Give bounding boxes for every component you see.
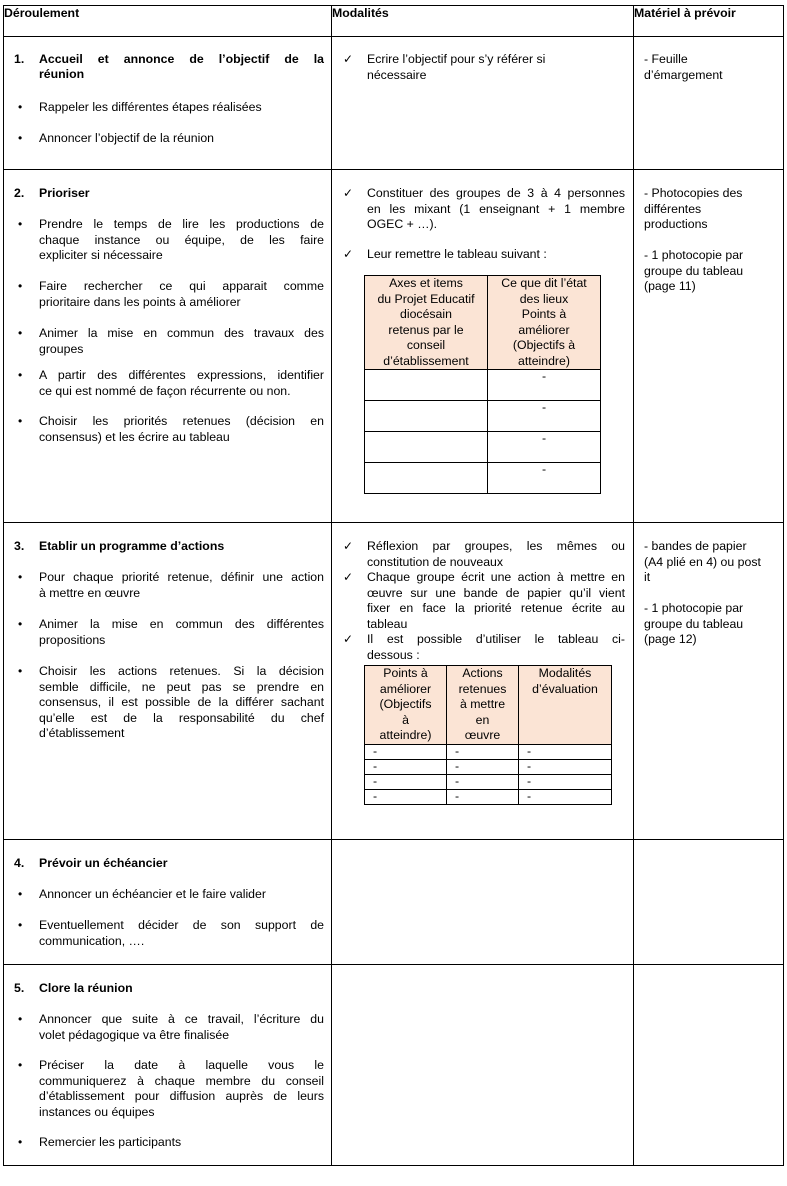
list-item: Ecrire l’objectif pour s’y référer si nécessaire (367, 52, 546, 82)
table-cell: - (447, 759, 519, 774)
table-cell: - (519, 744, 612, 759)
step-number: 2. (14, 186, 25, 200)
actions-header-modalites: Modalités d’évaluation (519, 666, 612, 745)
bullet-icon: • (18, 131, 23, 145)
table-row (365, 789, 612, 804)
materiel-text: - bandes de papier (A4 plié en 4) ou post it - 1 photocopie par groupe du tableau (page 12) (644, 539, 761, 646)
list-item: Rappeler les différentes étapes réalisées (39, 100, 262, 114)
list-item: Pour chaque priorité retenue, définir une action à mettre en œuvre (39, 570, 324, 600)
actions-header-points: Points à améliorer (Objectifs à atteindre) (365, 666, 447, 745)
step-title: Prévoir un échéancier (39, 856, 168, 870)
table-cell: - (365, 789, 447, 804)
priorities-header-axes: Axes et items du Projet Educatif diocésain retenus par le conseil d’établissement (365, 276, 488, 370)
bullet-icon: • (18, 414, 23, 428)
bullet-icon: • (18, 918, 23, 932)
table-row (365, 774, 612, 789)
table-row (365, 401, 601, 432)
table-cell: - (365, 759, 447, 774)
list-item: Annoncer un échéancier et le faire valider (39, 887, 266, 901)
bullet-icon: • (18, 570, 23, 584)
table-cell: - (519, 789, 612, 804)
check-icon: ✓ (343, 186, 354, 200)
step-3-modalites (332, 523, 633, 839)
list-item: Annoncer que suite à ce travail, l’écriture du volet pédagogique va être finalisée (39, 1012, 324, 1042)
header-modalites: Modalités (332, 6, 634, 37)
step-2-deroulement (4, 170, 331, 522)
step-1-materiel (634, 37, 783, 169)
list-item: Animer la mise en commun des différentes propositions (39, 617, 324, 647)
table-cell: - (447, 789, 519, 804)
list-item: Chaque groupe écrit une action à mettre en œuvre sur une bande de papier qu’il vient fixer en face la priorité retenue écrite au tableau (367, 570, 625, 631)
step-1-deroulement (4, 37, 331, 169)
list-item: Remercier les participants (39, 1135, 182, 1149)
step-title: Prioriser (39, 186, 90, 200)
header-deroulement: Déroulement (4, 6, 332, 37)
bullet-icon: • (18, 617, 23, 631)
bullet-icon: • (18, 664, 23, 678)
step-3-materiel (634, 523, 783, 839)
table-row (365, 432, 601, 463)
table-cell: - (488, 401, 601, 432)
step-4-modalites (332, 840, 634, 965)
bullet-icon: • (18, 1012, 23, 1026)
check-icon: ✓ (343, 539, 354, 553)
list-item: Faire rechercher ce qui apparait comme prioritaire dans les points à améliorer (39, 279, 324, 309)
step-row-4 (4, 840, 784, 965)
bullet-icon: • (18, 326, 23, 340)
step-2-materiel (634, 170, 783, 522)
list-item: A partir des différentes expressions, identifier ce qui est nommé de façon récurrente ou non. (39, 368, 324, 398)
table-row (365, 463, 601, 494)
priorities-header-etat: Ce que dit l’état des lieux Points à améliorer (Objectifs à atteindre) (488, 276, 601, 370)
step-row-2 (4, 170, 784, 523)
step-number: 3. (14, 539, 25, 553)
meeting-plan-table (3, 5, 784, 1166)
bullet-icon: • (18, 1058, 23, 1072)
list-item: Constituer des groupes de 3 à 4 personnes en les mixant (1 enseignant + 1 membre OGEC + …). (367, 186, 625, 231)
list-item: Préciser la date à laquelle vous le communiquerez à chaque membre du conseil d’établissement pour diffusion auprès de leurs instances ou équipes (39, 1058, 324, 1119)
list-item: Annoncer l’objectif de la réunion (39, 131, 215, 145)
table-cell: - (365, 774, 447, 789)
list-item: Réflexion par groupes, les mêmes ou constitution de nouveaux (367, 539, 625, 569)
list-item: Prendre le temps de lire les productions de chaque instance ou équipe, de les faire expliciter si nécessaire (39, 217, 324, 262)
step-5-materiel (634, 965, 784, 1166)
step-2-modalites (332, 170, 633, 522)
table-cell: - (488, 432, 601, 463)
list-item: Animer la mise en commun des travaux des groupes (39, 326, 324, 356)
step-title: Accueil et annonce de l’objectif de la réunion (39, 52, 324, 81)
bullet-icon: • (18, 368, 23, 382)
table-cell: - (519, 774, 612, 789)
actions-header-actions: Actions retenues à mettre en œuvre (447, 666, 519, 745)
bullet-icon: • (18, 1135, 23, 1149)
bullet-icon: • (18, 217, 23, 231)
table-row (365, 744, 612, 759)
step-3-deroulement (4, 523, 331, 839)
list-item: Leur remettre le tableau suivant : (367, 247, 547, 261)
step-row-3 (4, 523, 784, 840)
bullet-icon: • (18, 279, 23, 293)
bullet-icon: • (18, 887, 23, 901)
step-4-materiel (634, 840, 784, 965)
check-icon: ✓ (343, 52, 354, 66)
table-cell: - (447, 744, 519, 759)
step-title: Etablir un programme d’actions (39, 539, 225, 553)
header-materiel: Matériel à prévoir (634, 6, 784, 37)
header-row (4, 6, 784, 37)
step-row-5 (4, 965, 784, 1166)
step-title: Clore la réunion (39, 981, 133, 995)
step-row-1 (4, 37, 784, 170)
priorities-table (364, 275, 601, 494)
list-item: Choisir les actions retenues. Si la décision semble difficile, ne peut pas se prendre en consensus, il est possible de la différer sachant qu’elle est de la responsabilité du chef d’établissement (39, 664, 324, 740)
step-number: 4. (14, 856, 25, 870)
materiel-text: - Photocopies des différentes productions - 1 photocopie par groupe du tableau (page 11) (644, 186, 744, 293)
check-icon: ✓ (343, 247, 354, 261)
table-cell: - (488, 370, 601, 401)
table-cell: - (488, 463, 601, 494)
step-5-modalites (332, 965, 634, 1166)
list-item: Eventuellement décider de son support de communication, …. (39, 918, 324, 948)
step-5-deroulement (4, 965, 331, 1165)
list-item: Il est possible d’utiliser le tableau ci- dessous : (367, 632, 625, 662)
table-row (365, 759, 612, 774)
bullet-icon: • (18, 100, 23, 114)
table-row (365, 370, 601, 401)
step-4-deroulement (4, 840, 331, 964)
step-1-modalites (332, 37, 633, 169)
check-icon: ✓ (343, 632, 354, 646)
check-icon: ✓ (343, 570, 354, 584)
table-cell: - (365, 744, 447, 759)
materiel-text: - Feuille d’émargement (644, 52, 723, 82)
table-cell: - (519, 759, 612, 774)
table-cell: - (447, 774, 519, 789)
step-number: 1. (14, 52, 25, 66)
actions-table (364, 665, 612, 805)
list-item: Choisir les priorités retenues (décision en consensus) et les écrire au tableau (39, 414, 324, 444)
step-number: 5. (14, 981, 25, 995)
